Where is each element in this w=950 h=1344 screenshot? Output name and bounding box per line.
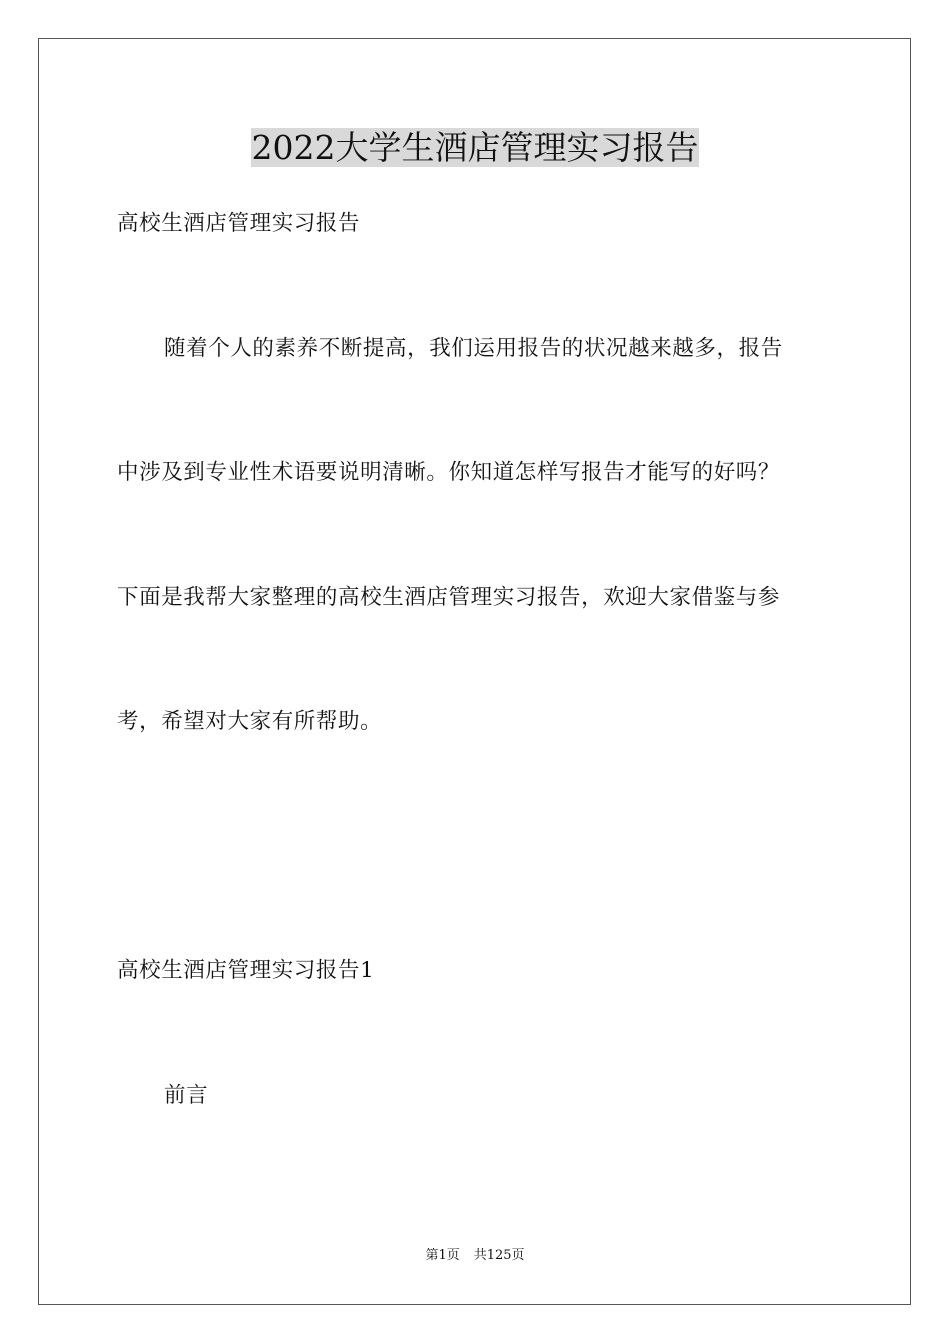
page-count: 共125页 <box>473 1248 525 1263</box>
page-number: 第1页 <box>425 1248 460 1263</box>
intro-line-1: 随着个人的素养不断提高，我们运用报告的状况越来越多，报告 <box>164 336 783 361</box>
document-subtitle: 高校生酒店管理实习报告 <box>117 211 361 236</box>
document-title-text: 2022大学生酒店管理实习报告 <box>251 128 699 167</box>
intro-line-2: 中涉及到专业性术语要说明清晰。你知道怎样写报告才能写的好吗？ <box>117 460 781 485</box>
document-title <box>0 126 950 170</box>
section-heading: 高校生酒店管理实习报告1 <box>117 958 375 983</box>
intro-line-3: 下面是我帮大家整理的高校生酒店管理实习报告，欢迎大家借鉴与参 <box>117 585 781 610</box>
intro-line-4: 考，希望对大家有所帮助。 <box>117 709 383 734</box>
section-paragraph: 前言 <box>164 1083 209 1108</box>
page-footer <box>0 1247 950 1265</box>
